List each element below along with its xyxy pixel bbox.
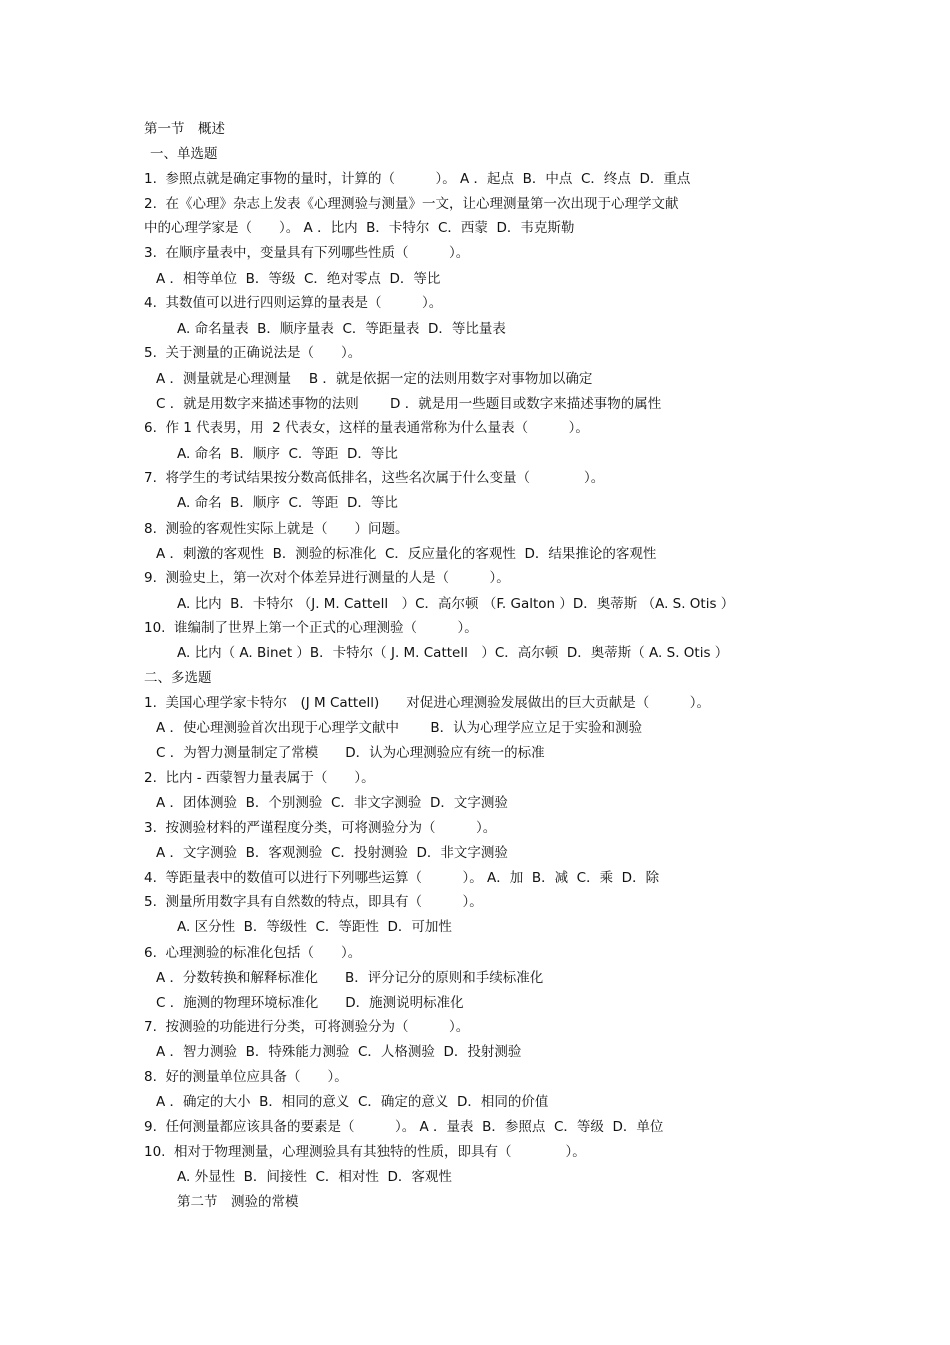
- option-line: A. 比内 B．卡特尔 （J. M. Cattell ）C．高尔顿 （F. Galton ）D．奥蒂斯 （A. S. Otis ）: [177, 596, 735, 612]
- question-line: 7. 将学生的考试结果按分数高低排名，这些名次属于什么变量（ ）。: [144, 470, 605, 486]
- question-line: 10. 相对于物理测量，心理测验具有其独特的性质，即具有（ ）。: [144, 1144, 586, 1160]
- question-line: 6. 作 1 代表男，用 2 代表女，这样的量表通常称为什么量表（ ）。: [144, 420, 589, 436]
- subsection-title: 一、单选题: [150, 146, 218, 162]
- option-line: A. 命名 B．顺序 C．等距 D．等比: [177, 446, 398, 462]
- option-line: A. 区分性 B．等级性 C．等距性 D．可加性: [177, 919, 452, 935]
- question-line: 9. 测验史上，第一次对个体差异进行测量的人是（ ）。: [144, 570, 510, 586]
- section-title: 第一节 概述: [144, 121, 225, 137]
- option-line: C ．施测的物理环境标准化 D．施测说明标准化: [156, 995, 464, 1011]
- question-line: 4. 其数值可以进行四则运算的量表是（ ）。: [144, 295, 443, 311]
- option-line: A ．使心理测验首次出现于心理学文献中 B．认为心理学应立足于实验和测验: [156, 720, 643, 736]
- question-line: 5. 关于测量的正确说法是（ ）。: [144, 345, 362, 361]
- option-line: A ．测量就是心理测量 B ．就是依据一定的法则用数字对事物加以确定: [156, 371, 593, 387]
- question-line: 8. 好的测量单位应具备（ ）。: [144, 1069, 348, 1085]
- option-line: A ．智力测验 B．特殊能力测验 C．人格测验 D．投射测验: [156, 1044, 522, 1060]
- option-line: A ．相等单位 B．等级 C．绝对零点 D．等比: [156, 271, 441, 287]
- question-line: 1. 参照点就是确定事物的量时，计算的（ ）。 A ．起点 B．中点 C．终点 D．重点: [144, 171, 691, 187]
- option-line: A ．分数转换和解释标准化 B．评分记分的原则和手续标准化: [156, 970, 544, 986]
- option-line: A ．团体测验 B．个别测验 C．非文字测验 D．文字测验: [156, 795, 508, 811]
- option-line: C ．就是用数字来描述事物的法则 D ．就是用一些题目或数字来描述事物的属性: [156, 396, 662, 412]
- question-line: 1. 美国心理学家卡特尔 (J M Cattell) 对促进心理测验发展做出的巨大贡献是（ ）。: [144, 695, 711, 711]
- question-line: 2. 在《心理》杂志上发表《心理测验与测量》一文，让心理测量第一次出现于心理学文献: [144, 196, 679, 212]
- option-line: A. 外显性 B．间接性 C．相对性 D．客观性: [177, 1169, 452, 1185]
- question-line: 3. 在顺序量表中，变量具有下列哪些性质（ ）。: [144, 245, 470, 261]
- option-line: C ．为智力测量制定了常模 D．认为心理测验应有统一的标准: [156, 745, 545, 761]
- question-line: 中的心理学家是（ ）。 A ．比内 B．卡特尔 C．西蒙 D．韦克斯勒: [144, 220, 575, 236]
- option-line: A ．确定的大小 B．相同的意义 C．确定的意义 D．相同的价值: [156, 1094, 549, 1110]
- question-line: 9. 任何测量都应该具备的要素是（ ）。 A ．量表 B．参照点 C．等级 D．单位: [144, 1119, 664, 1135]
- question-line: 8. 测验的客观性实际上就是（ ）问题。: [144, 521, 409, 537]
- question-line: 7. 按测验的功能进行分类，可将测验分为（ ）。: [144, 1019, 470, 1035]
- question-line: 10. 谁编制了世界上第一个正式的心理测验（ ）。: [144, 620, 478, 636]
- section-title: 第二节 测验的常模: [177, 1194, 299, 1210]
- question-line: 3. 按测验材料的严谨程度分类，可将测验分为（ ）。: [144, 820, 497, 836]
- question-line: 4. 等距量表中的数值可以进行下列哪些运算（ ）。 A．加 B．减 C．乘 D．除: [144, 870, 660, 886]
- subsection-title: 二、多选题: [144, 670, 212, 686]
- option-line: A. 比内（ A. Binet ）B．卡特尔（ J. M. Cattell ）C．高尔顿 D．奥蒂斯（ A. S. Otis ）: [177, 645, 729, 661]
- option-line: A. 命名量表 B．顺序量表 C．等距量表 D．等比量表: [177, 321, 506, 337]
- option-line: A. 命名 B．顺序 C．等距 D．等比: [177, 495, 398, 511]
- option-line: A ．刺激的客观性 B．测验的标准化 C．反应量化的客观性 D．结果推论的客观性: [156, 546, 657, 562]
- option-line: A ．文字测验 B．客观测验 C．投射测验 D．非文字测验: [156, 845, 508, 861]
- question-line: 5. 测量所用数字具有自然数的特点，即具有（ ）。: [144, 894, 483, 910]
- question-line: 2. 比内 - 西蒙智力量表属于（ ）。: [144, 770, 375, 786]
- question-line: 6. 心理测验的标准化包括（ ）。: [144, 945, 362, 961]
